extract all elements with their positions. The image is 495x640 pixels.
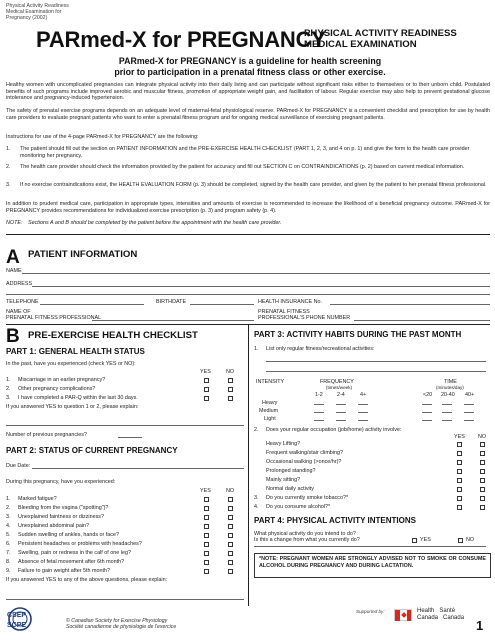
no-checkbox[interactable] xyxy=(228,396,233,401)
cell-field[interactable] xyxy=(442,412,452,413)
no-label: NO xyxy=(466,537,475,543)
address-field-2[interactable] xyxy=(6,294,490,295)
q-num: 1. xyxy=(6,377,11,383)
part4-title: PART 4: PHYSICAL ACTIVITY INTENTIONS xyxy=(254,516,416,525)
header-line: Medical Examination for xyxy=(6,9,62,16)
section-b-letter: B xyxy=(6,326,20,347)
question-text: Other pregnancy complications? xyxy=(18,386,96,392)
header-line: Physical Activity Readiness xyxy=(6,3,69,9)
yes-checkbox[interactable] xyxy=(457,487,462,492)
part3-q1: List only regular fitness/recreational activities: xyxy=(266,346,375,352)
name-of-label: NAME OF xyxy=(6,309,31,315)
cell-field[interactable] xyxy=(358,420,368,421)
intensity-row-label: Medium xyxy=(259,408,279,414)
freq-col: 1-2 xyxy=(315,392,323,398)
question-text: Unexplained faintness or dizziness? xyxy=(18,514,105,520)
yes-header: YES xyxy=(200,369,211,375)
q-num: 1. xyxy=(254,346,259,352)
q-num: 3. xyxy=(6,395,11,401)
yes-checkbox[interactable] xyxy=(204,497,209,502)
intent-field[interactable] xyxy=(254,546,486,547)
note-text: Sections A and B should be completed by the patient before the appointment with the health care provider. xyxy=(28,220,282,226)
no-checkbox[interactable] xyxy=(228,387,233,392)
yes-checkbox[interactable] xyxy=(204,560,209,565)
no-checkbox[interactable] xyxy=(228,560,233,565)
yes-checkbox[interactable] xyxy=(204,533,209,538)
subtitle xyxy=(60,56,440,78)
q-num: 2. xyxy=(6,386,11,392)
cell-field[interactable] xyxy=(314,412,324,413)
yes-checkbox[interactable] xyxy=(457,469,462,474)
yes-checkbox[interactable] xyxy=(204,515,209,520)
no-checkbox[interactable] xyxy=(228,506,233,511)
title-side-line: MEDICAL EXAMINATION xyxy=(304,39,417,50)
health-canada-wordmark xyxy=(417,608,464,622)
question-text: Absence of fetal movement after 6th month? xyxy=(18,559,125,565)
q-num: 9. xyxy=(6,568,11,574)
birthdate-label: BIRTHDATE xyxy=(156,299,187,305)
yes-checkbox[interactable] xyxy=(457,451,462,456)
no-checkbox[interactable] xyxy=(480,469,485,474)
yes-checkbox[interactable] xyxy=(457,478,462,483)
no-checkbox[interactable] xyxy=(228,497,233,502)
time-col: 40+ xyxy=(465,392,475,398)
yes-header: YES xyxy=(454,434,465,440)
column-divider xyxy=(248,324,249,606)
no-checkbox[interactable] xyxy=(228,524,233,529)
logo-text: SCPE xyxy=(7,622,27,629)
no-header: NO xyxy=(226,488,235,494)
yes-checkbox[interactable] xyxy=(204,569,209,574)
yes-checkbox[interactable] xyxy=(457,442,462,447)
header-line: Pregnancy (2002) xyxy=(6,15,48,22)
smoke-question: Do you currently smoke tobacco?* xyxy=(266,495,349,501)
no-checkbox[interactable] xyxy=(228,542,233,547)
yes-checkbox[interactable] xyxy=(457,496,462,501)
cell-field[interactable] xyxy=(422,420,432,421)
q-num: 6. xyxy=(6,541,11,547)
freq-col: 4+ xyxy=(360,392,367,398)
time-header: TIME xyxy=(444,379,457,385)
no-checkbox[interactable] xyxy=(228,551,233,556)
yes-checkbox[interactable] xyxy=(204,387,209,392)
intro-p3: Instructions for use of the 4-page PARmed-X for PREGNANCY are the following: xyxy=(6,134,199,140)
cell-field[interactable] xyxy=(336,404,346,405)
subtitle-line: prior to participation in a prenatal fitness class or other exercise. xyxy=(114,67,386,77)
cell-field[interactable] xyxy=(336,420,346,421)
explain-field[interactable] xyxy=(6,425,244,426)
occ-item: Occasional walking (>once/hr)? xyxy=(266,459,342,465)
question-text: Persistent headaches or problems with headaches? xyxy=(18,541,142,547)
no-checkbox[interactable] xyxy=(480,496,485,501)
no-checkbox[interactable] xyxy=(228,515,233,520)
yes-checkbox[interactable] xyxy=(204,506,209,511)
hc-word: Santé xyxy=(439,608,456,614)
activity-field[interactable] xyxy=(266,361,486,362)
q-num: 7. xyxy=(6,550,11,556)
change-question: Is this a change from what you currently do? xyxy=(254,537,360,543)
prenatal-fitness-label: PRENATAL FITNESS xyxy=(258,309,310,315)
occ-item: Frequent walking/stair climbing? xyxy=(266,450,344,456)
prev-pregnancies-field[interactable] xyxy=(118,437,142,438)
cell-field[interactable] xyxy=(422,404,432,405)
part3-title: PART 3: ACTIVITY HABITS DURING THE PAST MONTH xyxy=(254,330,462,339)
q-num: 8. xyxy=(6,559,11,565)
q-num: 2. xyxy=(6,505,11,511)
part1-intro: In the past, have you experienced (check YES or NO): xyxy=(6,361,136,367)
q-num: 3. xyxy=(254,495,259,501)
no-checkbox[interactable] xyxy=(480,505,485,510)
hc-word: Canada xyxy=(417,615,439,621)
address-label: ADDRESS xyxy=(6,281,33,287)
page-title: PARmed-X for PREGNANCY xyxy=(36,27,326,52)
cell-field[interactable] xyxy=(464,420,474,421)
no-checkbox[interactable] xyxy=(480,442,485,447)
time-sub: (minutes/day) xyxy=(436,385,464,390)
supported-by: Supported by: xyxy=(356,609,385,614)
freq-col: 2-4 xyxy=(337,392,345,398)
time-col: 20-40 xyxy=(441,392,455,398)
q-num: 5. xyxy=(6,532,11,538)
note-label: NOTE: xyxy=(6,220,23,226)
question-text: Bleeding from the vagina ("spotting")? xyxy=(18,505,109,511)
intensity-row-label: Heavy xyxy=(262,400,278,406)
no-checkbox[interactable] xyxy=(480,487,485,492)
prev-pregnancies-label: Number of previous pregnancies? xyxy=(6,432,87,438)
part1-explain: If you answered YES to question 1 or 2, please explain: xyxy=(6,404,139,410)
hc-word: Canada xyxy=(443,615,465,621)
q-num: 1. xyxy=(6,496,11,502)
explain-field[interactable] xyxy=(6,599,244,600)
yes-checkbox[interactable] xyxy=(412,538,417,543)
address-field[interactable] xyxy=(32,286,490,287)
list-num: 2. xyxy=(6,164,11,170)
yes-checkbox[interactable] xyxy=(204,396,209,401)
q-num: 4. xyxy=(254,504,259,510)
frequency-header: FREQUENCY xyxy=(320,379,354,385)
canada-flag-icon xyxy=(394,609,412,621)
list-item: The health care provider should check the information provided by the patient for accuracy and fill out SECTION C on CONTRAINDICATIONS (p. 2) based on current medical information. xyxy=(20,164,465,170)
list-num: 3. xyxy=(6,182,11,188)
frequency-sub: (times/week) xyxy=(326,385,353,390)
part3-q2: Does your regular occupation (job/home) activity involve: xyxy=(266,427,402,433)
question-text: Unexplained abdominal pain? xyxy=(18,523,90,529)
intensity-row-label: Light xyxy=(264,416,276,422)
no-checkbox[interactable] xyxy=(480,460,485,465)
section-b-title: PRE-EXERCISE HEALTH CHECKLIST xyxy=(28,330,198,341)
section-a-title: PATIENT INFORMATION xyxy=(28,249,138,260)
no-header: NO xyxy=(226,369,235,375)
title-side xyxy=(304,28,457,50)
occ-item: Mainly sitting? xyxy=(266,477,301,483)
cell-field[interactable] xyxy=(464,404,474,405)
cell-field[interactable] xyxy=(358,404,368,405)
cell-field[interactable] xyxy=(442,404,452,405)
warning-note: *NOTE: PREGNANT WOMEN ARE STRONGLY ADVISED NOT TO SMOKE OR CONSUME ALCOHOL DURING PREGNANCY AND DURING LACTATION. xyxy=(254,553,491,578)
due-date-label: Due Date: xyxy=(6,463,31,469)
q-num: 2. xyxy=(254,427,259,433)
cell-field[interactable] xyxy=(422,412,432,413)
q-num: 3. xyxy=(6,514,11,520)
question-text: Failure to gain weight after 5th month? xyxy=(18,568,110,574)
logo-text: CSEP xyxy=(7,612,27,619)
list-num: 1. xyxy=(6,146,11,152)
q-num: 4. xyxy=(6,523,11,529)
no-checkbox[interactable] xyxy=(480,478,485,483)
question-text: Swelling, pain or redness in the calf of one leg? xyxy=(18,550,131,556)
no-checkbox[interactable] xyxy=(480,451,485,456)
due-date-field[interactable] xyxy=(32,468,244,469)
cell-field[interactable] xyxy=(314,404,324,405)
pro-phone-label: PROFESSIONAL'S PHONE NUMBER xyxy=(258,315,351,321)
question-text: I have completed a PAR-Q within the last 30 days. xyxy=(18,395,138,401)
occ-item: Prolonged standing? xyxy=(266,468,316,474)
part1-title: PART 1: GENERAL HEALTH STATUS xyxy=(6,347,145,356)
question-text: Marked fatigue? xyxy=(18,496,57,502)
question-text: Miscarriage in an earlier pregnancy? xyxy=(18,377,106,383)
intensity-header: INTENSITY xyxy=(256,379,285,385)
cell-field[interactable] xyxy=(314,420,324,421)
prenatal-pro-field[interactable] xyxy=(92,320,254,321)
telephone-label: TELEPHONE xyxy=(6,299,39,305)
yes-checkbox[interactable] xyxy=(204,542,209,547)
alcohol-question: Do you consume alcohol?* xyxy=(266,504,331,510)
prenatal-pro-label: PRENATAL FITNESS PROFESSIONAL xyxy=(6,315,102,321)
question-text: Sudden swelling of ankles, hands or face? xyxy=(18,532,119,538)
yes-checkbox[interactable] xyxy=(204,551,209,556)
subtitle-line: PARmed-X for PREGNANCY is a guideline for health screening xyxy=(118,56,382,66)
no-header: NO xyxy=(478,434,487,440)
cell-field[interactable] xyxy=(358,412,368,413)
part2-intro: During this pregnancy, have you experienced: xyxy=(6,479,116,485)
question-row xyxy=(6,377,11,384)
birthdate-field[interactable] xyxy=(190,304,254,305)
yes-checkbox[interactable] xyxy=(457,460,462,465)
hc-word: Health xyxy=(417,608,435,614)
header-info xyxy=(6,3,69,22)
health-ins-label: HEALTH INSURANCE No. xyxy=(258,299,322,305)
intro-p2: The safety of prenatal exercise programs depends on an adequate level of maternal-fetal physiological reserve. PARmed-X for PREGNANCY is a convenient checklist and prescription for use by health care providers to evaluate pregnant patients who want to enter a prenatal fitness program and for ongoing medical surveillance of exercising pregnant patients. xyxy=(6,108,490,121)
yes-checkbox[interactable] xyxy=(204,524,209,529)
pro-phone-field[interactable] xyxy=(354,320,490,321)
yes-checkbox[interactable] xyxy=(204,378,209,383)
occ-item: Heavy Lifting? xyxy=(266,441,301,447)
part2-title: PART 2: STATUS OF CURRENT PREGNANCY xyxy=(6,446,178,455)
section-a-letter: A xyxy=(6,247,20,268)
cell-field[interactable] xyxy=(464,412,474,413)
footer-credit xyxy=(66,618,176,631)
intro-p1: Healthy women with uncomplicated pregnancies can integrate physical activity into their daily living and can participate without significant risks either to themselves or to their unborn child. Postulated benefits of such programs include improved aerobic and muscular fitness, promotion of appropriate weight gain, and facilitation of labour. Regular exercise may also help to prevent gestational glucose intolerance and pregnancy-induced hypertension. xyxy=(6,82,490,102)
divider xyxy=(6,234,490,235)
time-col: <20 xyxy=(423,392,433,398)
name-label: NAME xyxy=(6,268,22,274)
occ-item: Normal daily activity xyxy=(266,486,314,492)
no-checkbox[interactable] xyxy=(458,538,463,543)
cell-field[interactable] xyxy=(336,412,346,413)
no-checkbox[interactable] xyxy=(228,533,233,538)
activity-field[interactable] xyxy=(266,371,486,372)
footer-line: © Canadian Society for Exercise Physiology xyxy=(66,618,168,624)
list-item: The patient should fill out the section on PATIENT INFORMATION and the PRE-EXERCISE HEALTH CHECKLIST (PART 1, 2, 3, and 4 on p. 1) and give the form to the health care provider monitoring her pregnancy. xyxy=(20,146,470,159)
cell-field[interactable] xyxy=(442,420,452,421)
part4-q: What physical activity do you intend to do? xyxy=(254,531,356,537)
yes-checkbox[interactable] xyxy=(457,505,462,510)
no-checkbox[interactable] xyxy=(228,569,233,574)
intro-p4: In addition to prudent medical care, participation in appropriate types, intensities and amounts of exercise is recommended to increase the likelihood of a beneficial pregnancy outcome. PARmed-X for PREGNANCY provides recommendations for individualized exercise prescription (p. 3) and program safety (p. 4). xyxy=(6,201,490,214)
part2-explain: If you answered YES to any of the above questions, please explain: xyxy=(6,577,168,583)
title-side-line: PHYSICAL ACTIVITY READINESS xyxy=(304,28,457,39)
footer-line: Société canadienne de physiologie de l'exercice xyxy=(66,624,177,631)
page-number: 1 xyxy=(476,618,484,633)
list-item: If no exercise contraindications exist, the HEALTH EVALUATION FORM (p. 3) should be completed, signed by the health care provider, and given by the patient to her prenatal fitness professional. xyxy=(20,182,487,188)
csep-logo xyxy=(6,607,62,631)
telephone-field[interactable] xyxy=(40,304,144,305)
yes-label: YES xyxy=(420,537,431,543)
health-ins-field[interactable] xyxy=(330,304,490,305)
name-field[interactable] xyxy=(22,273,490,274)
yes-header: YES xyxy=(200,488,211,494)
no-checkbox[interactable] xyxy=(228,378,233,383)
